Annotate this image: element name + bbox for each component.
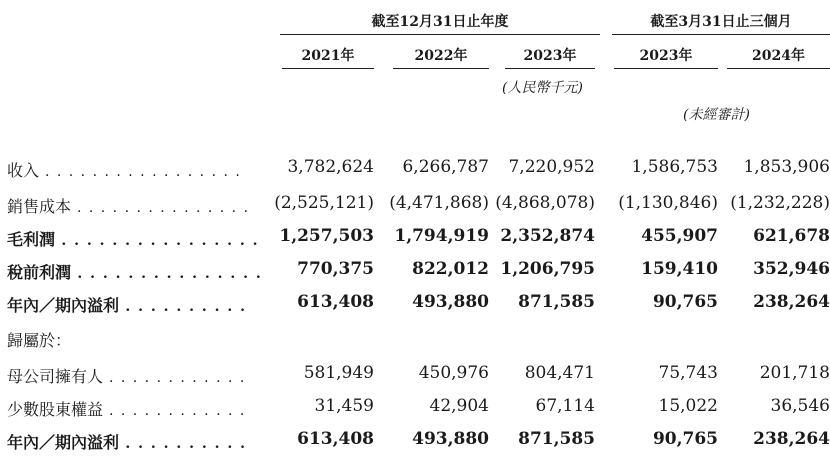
table-cell: 90,765 xyxy=(652,292,718,312)
table-cell: 450,976 xyxy=(418,363,489,383)
table-cell: 7,220,952 xyxy=(508,157,595,177)
leader-dots: . . . . . . . . . . xyxy=(119,436,247,452)
header-year-end-group: 截至12月31日止年度 xyxy=(371,14,509,30)
table-cell: 493,880 xyxy=(412,292,489,312)
leader-dots: . . . . . . . . . . . . . . . xyxy=(71,266,263,282)
table-cell: (4,471,868) xyxy=(389,193,489,213)
table-cell: 3,782,624 xyxy=(287,157,374,177)
column-rule-2021 xyxy=(282,68,374,69)
table-cell: 581,949 xyxy=(303,363,374,383)
row-label xyxy=(7,364,246,387)
table-cell: 455,907 xyxy=(641,226,718,246)
row-label xyxy=(7,158,241,181)
table-cell: 871,585 xyxy=(518,292,595,312)
row-label-text: 毛利潤 xyxy=(7,230,56,249)
row-label xyxy=(7,293,247,316)
table-cell: 770,375 xyxy=(297,259,374,279)
table-cell: 613,408 xyxy=(297,429,374,449)
table-cell: 822,012 xyxy=(412,259,489,279)
table-cell: 2,352,874 xyxy=(500,226,595,246)
leader-dots: . . . . . . . . . . . . xyxy=(103,403,246,419)
table-cell: 42,904 xyxy=(429,396,489,416)
column-rule-2023 xyxy=(505,68,595,69)
unaudited-note: (未經審計) xyxy=(683,107,750,123)
table-cell: 621,678 xyxy=(753,226,830,246)
leader-dots: . . . . . . . . . . . . . . . . xyxy=(55,233,259,249)
table-cell: 6,266,787 xyxy=(402,157,489,177)
table-cell: 1,206,795 xyxy=(500,259,595,279)
table-cell: 1,794,919 xyxy=(394,226,489,246)
row-label xyxy=(7,328,71,351)
leader-dots: . . . . . . . . . . . . . . . xyxy=(71,200,250,216)
row-label-text: 母公司擁有人 xyxy=(7,367,104,386)
row-label xyxy=(7,260,262,283)
table-cell: 238,264 xyxy=(753,292,830,312)
table-cell: (4,868,078) xyxy=(495,193,595,213)
row-label xyxy=(7,430,247,453)
table-cell: (2,525,121) xyxy=(274,193,374,213)
table-cell: 67,114 xyxy=(535,396,595,416)
column-header-2024-q1: 2024年 xyxy=(752,48,805,64)
column-rule-2024-q1 xyxy=(727,68,830,69)
table-cell: 75,743 xyxy=(658,363,718,383)
table-cell: 871,585 xyxy=(518,429,595,449)
table-cell: (1,232,228) xyxy=(730,193,830,213)
row-label xyxy=(7,227,259,250)
table-cell: 201,718 xyxy=(759,363,830,383)
table-cell: 31,459 xyxy=(314,396,374,416)
table-cell: 15,022 xyxy=(658,396,718,416)
row-label-text: 年內／期內溢利 xyxy=(7,433,120,452)
leader-dots: . . . . . . . . . . . . xyxy=(103,370,246,386)
row-label xyxy=(7,397,246,420)
table-cell: 493,880 xyxy=(412,429,489,449)
table-cell: 238,264 xyxy=(753,429,830,449)
column-header-2023-q1: 2023年 xyxy=(639,48,693,64)
header-quarter-group: 截至3月31日止三個月 xyxy=(650,14,792,30)
column-rule-2022 xyxy=(393,68,489,69)
row-label-text: 年內／期內溢利 xyxy=(7,296,120,315)
leader-dots: . . . . . . . . . . xyxy=(119,299,247,315)
table-cell: 90,765 xyxy=(652,429,718,449)
column-header-2023: 2023年 xyxy=(523,48,577,64)
table-cell: 352,946 xyxy=(753,259,830,279)
header-year-end-rule xyxy=(280,34,600,35)
leader-dots: . . . . . . . . . . . . . . . . . xyxy=(39,164,242,180)
column-rule-2023-q1 xyxy=(614,68,718,69)
header-quarter-rule xyxy=(612,34,830,35)
table-cell: 1,257,503 xyxy=(279,226,374,246)
row-label-text: 收入 xyxy=(7,161,40,180)
row-label xyxy=(7,194,250,217)
column-header-2022: 2022年 xyxy=(414,48,468,64)
column-header-2021: 2021年 xyxy=(301,48,355,64)
table-cell: 613,408 xyxy=(297,292,374,312)
table-cell: (1,130,846) xyxy=(618,193,718,213)
row-label-text: 少數股東權益 xyxy=(7,400,104,419)
row-label-text: 稅前利潤 xyxy=(7,263,72,282)
row-label-text: 歸屬於： xyxy=(7,331,72,350)
table-cell: 159,410 xyxy=(641,259,718,279)
table-cell: 1,586,753 xyxy=(631,157,718,177)
currency-note: (人民幣千元) xyxy=(502,80,583,96)
table-cell: 804,471 xyxy=(524,363,595,383)
row-label-text: 銷售成本 xyxy=(7,197,72,216)
table-cell: 36,546 xyxy=(770,396,830,416)
table-cell: 1,853,906 xyxy=(743,157,830,177)
